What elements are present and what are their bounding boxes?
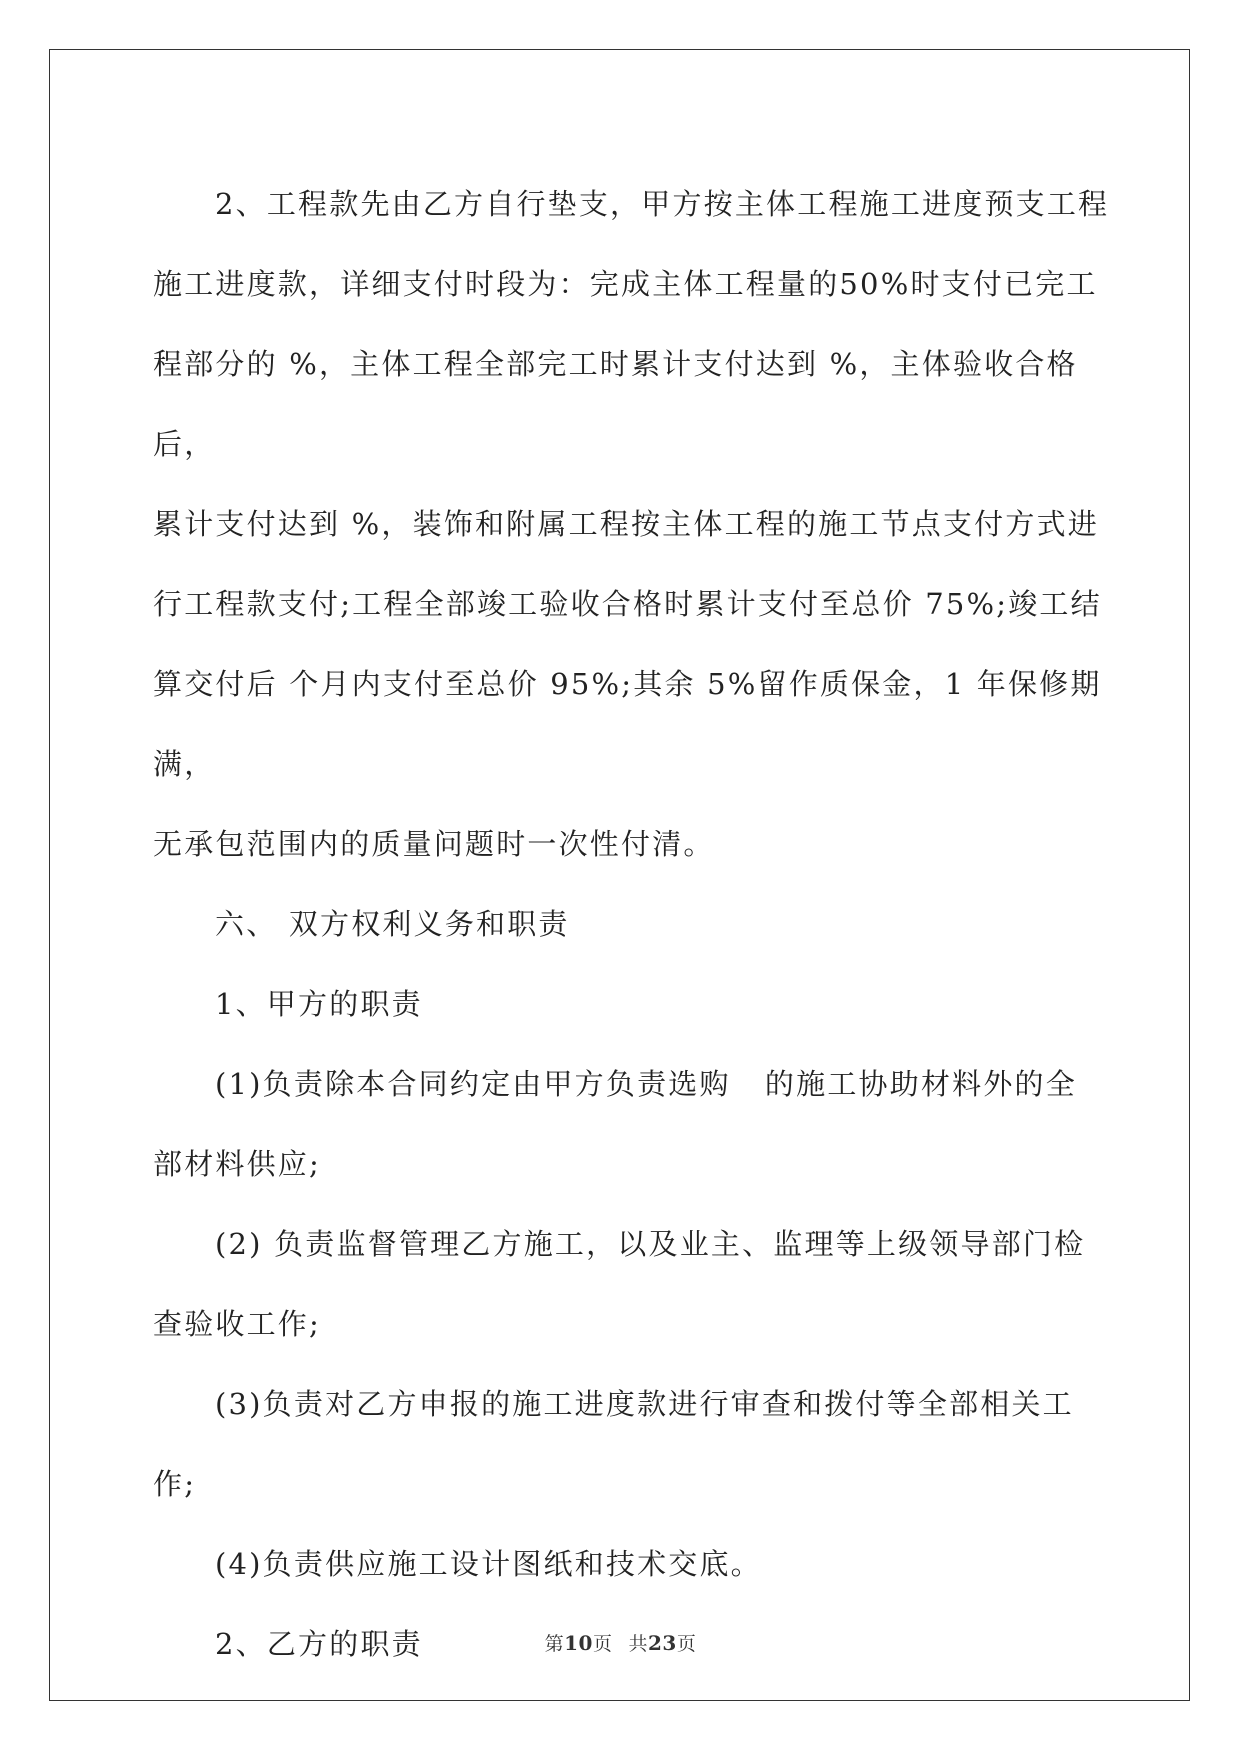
text-line: 2、乙方的职责 [215,1627,423,1661]
list-item-party-a-3 [153,1364,1123,1524]
section-heading-rights-duties [153,884,1123,964]
text-line: (2) 负责监督管理乙方施工，以及业主、监理等上级领导部门检 [215,1227,1086,1261]
page-label-suffix: 页 [676,1633,697,1655]
text-line: 累计支付达到 %，装饰和附属工程按主体工程的施工节点支付方式进 [153,507,1099,541]
text-line: 施工进度款，详细支付时段为：完成主体工程量的50%时支付已完工 [153,267,1098,301]
text-line: 算交付后 个月内支付至总价 95%;其余 5%留作质保金，1 年保修期满， [153,667,1102,781]
page-label-prefix: 第 [544,1633,565,1655]
text-line: (4)负责供应施工设计图纸和技术交底。 [215,1547,762,1581]
text-line: 查验收工作; [153,1307,321,1341]
text-line: 部材料供应; [153,1147,321,1181]
list-item-party-a-4 [153,1524,1123,1604]
text-line: 1、甲方的职责 [215,987,423,1021]
text-line: 六、 双方权利义务和职责 [215,907,570,941]
list-item-party-a-2 [153,1204,1123,1364]
text-line: 2、工程款先由乙方自行垫支，甲方按主体工程施工进度预支工程 [215,187,1110,221]
subsection-heading-party-a [153,964,1123,1044]
list-item-party-a-1 [153,1044,1123,1204]
current-page-number: 10 [564,1631,593,1655]
total-page-count: 23 [648,1631,677,1655]
text-line: 无承包范围内的质量问题时一次性付清。 [153,827,715,861]
paragraph-payment-terms [153,164,1123,884]
text-line: 程部分的 %，主体工程全部完工时累计支付达到 %，主体验收合格后， [153,347,1078,461]
total-label-prefix: 共 [628,1633,649,1655]
text-line: 作; [153,1467,197,1501]
text-line: (3)负责对乙方申报的施工进度款进行审查和拨付等全部相关工 [215,1387,1074,1421]
page-footer [0,1629,1241,1656]
text-line: (1)负责除本合同约定由甲方负责选购 的施工协助材料外的全 [215,1067,1077,1101]
text-line: 行工程款支付;工程全部竣工验收合格时累计支付至总价 75%;竣工结 [153,587,1102,621]
document-body [153,164,1123,1684]
page-label-mid: 页 [592,1633,613,1655]
